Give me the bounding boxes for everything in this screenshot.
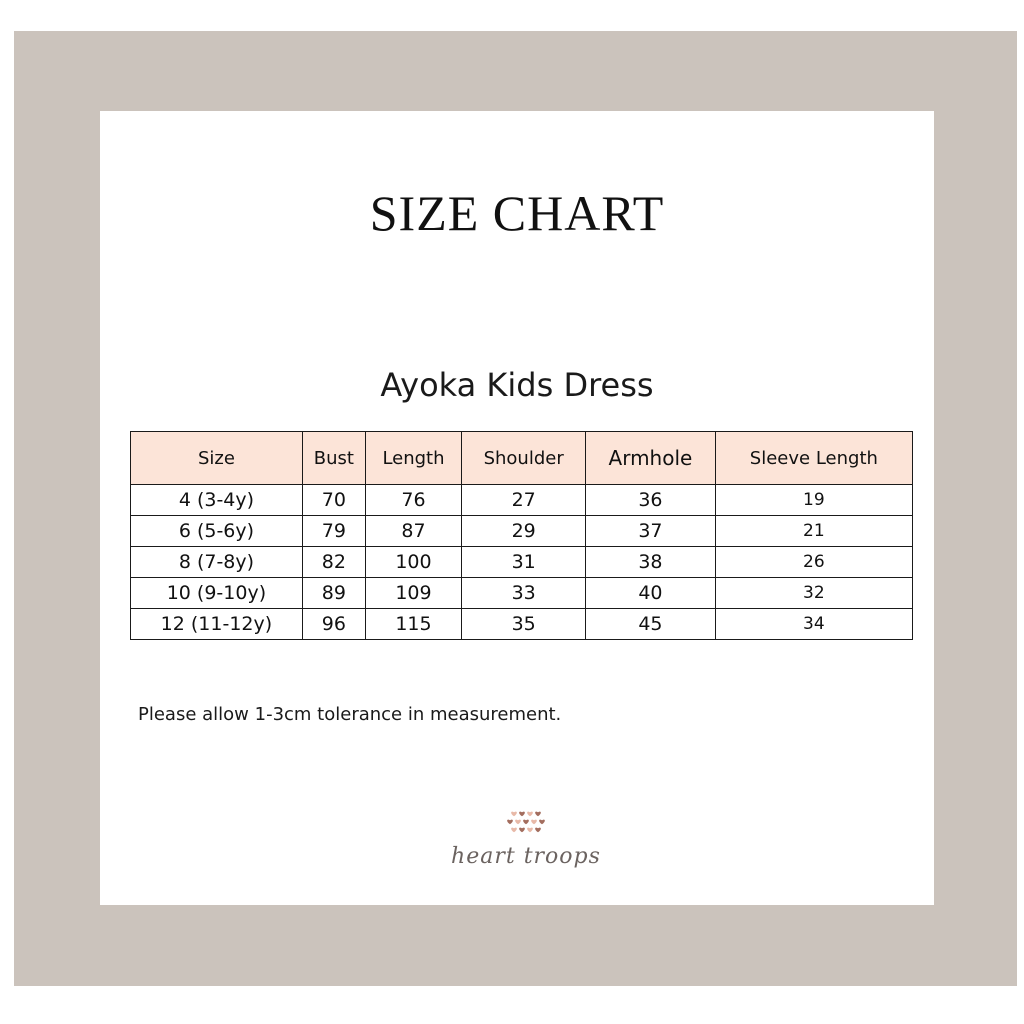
heart-mark [539,820,545,825]
brand-name: heart troops [451,844,601,869]
heart-mark [531,820,537,825]
header-sleeve-length: Sleeve Length [715,432,912,485]
header-length: Length [365,432,461,485]
heart-mark [523,820,529,825]
heart-mark [515,820,521,825]
cell-shoulder: 35 [462,609,586,640]
page-title: SIZE CHART [369,185,665,241]
cell-shoulder: 29 [462,516,586,547]
cell-bust: 82 [302,547,365,578]
table-row [131,516,913,547]
cell-length: 87 [365,516,461,547]
cell-length: 76 [365,485,461,516]
header-bust: Bust [302,432,365,485]
cell-bust: 96 [302,609,365,640]
cell-length: 115 [365,609,461,640]
header-armhole: Armhole [586,432,716,485]
cell-armhole: 40 [586,578,716,609]
table-row [131,609,913,640]
cell-shoulder: 27 [462,485,586,516]
heart-mark [511,828,517,833]
cell-size: 10 (9-10y) [131,578,303,609]
cell-sleeve-length: 34 [715,609,912,640]
cell-size: 4 (3-4y) [131,485,303,516]
hearts-cluster-icon [504,808,548,838]
product-name: Ayoka Kids Dress [380,366,654,404]
header-shoulder: Shoulder [462,432,586,485]
heart-mark [527,828,533,833]
size-table [130,431,913,640]
cell-sleeve-length: 32 [715,578,912,609]
cell-size: 8 (7-8y) [131,547,303,578]
cell-shoulder: 31 [462,547,586,578]
header-size: Size [131,432,303,485]
table-row [131,547,913,578]
heart-mark [527,812,533,817]
cell-sleeve-length: 19 [715,485,912,516]
cell-size: 12 (11-12y) [131,609,303,640]
cell-length: 109 [365,578,461,609]
cell-sleeve-length: 21 [715,516,912,547]
cell-armhole: 38 [586,547,716,578]
cell-length: 100 [365,547,461,578]
brand-logo [440,808,612,880]
cell-sleeve-length: 26 [715,547,912,578]
heart-mark [535,812,541,817]
cell-armhole: 36 [586,485,716,516]
heart-mark [535,828,541,833]
cell-armhole: 45 [586,609,716,640]
table-row [131,485,913,516]
heart-mark [507,820,513,825]
cell-bust: 79 [302,516,365,547]
table-row [131,578,913,609]
heart-mark [519,828,525,833]
heart-mark [519,812,525,817]
table-header-row [131,432,913,485]
cell-size: 6 (5-6y) [131,516,303,547]
cell-shoulder: 33 [462,578,586,609]
cell-armhole: 37 [586,516,716,547]
tolerance-note: Please allow 1-3cm tolerance in measurement. [138,704,562,725]
heart-mark [511,812,517,817]
cell-bust: 89 [302,578,365,609]
cell-bust: 70 [302,485,365,516]
